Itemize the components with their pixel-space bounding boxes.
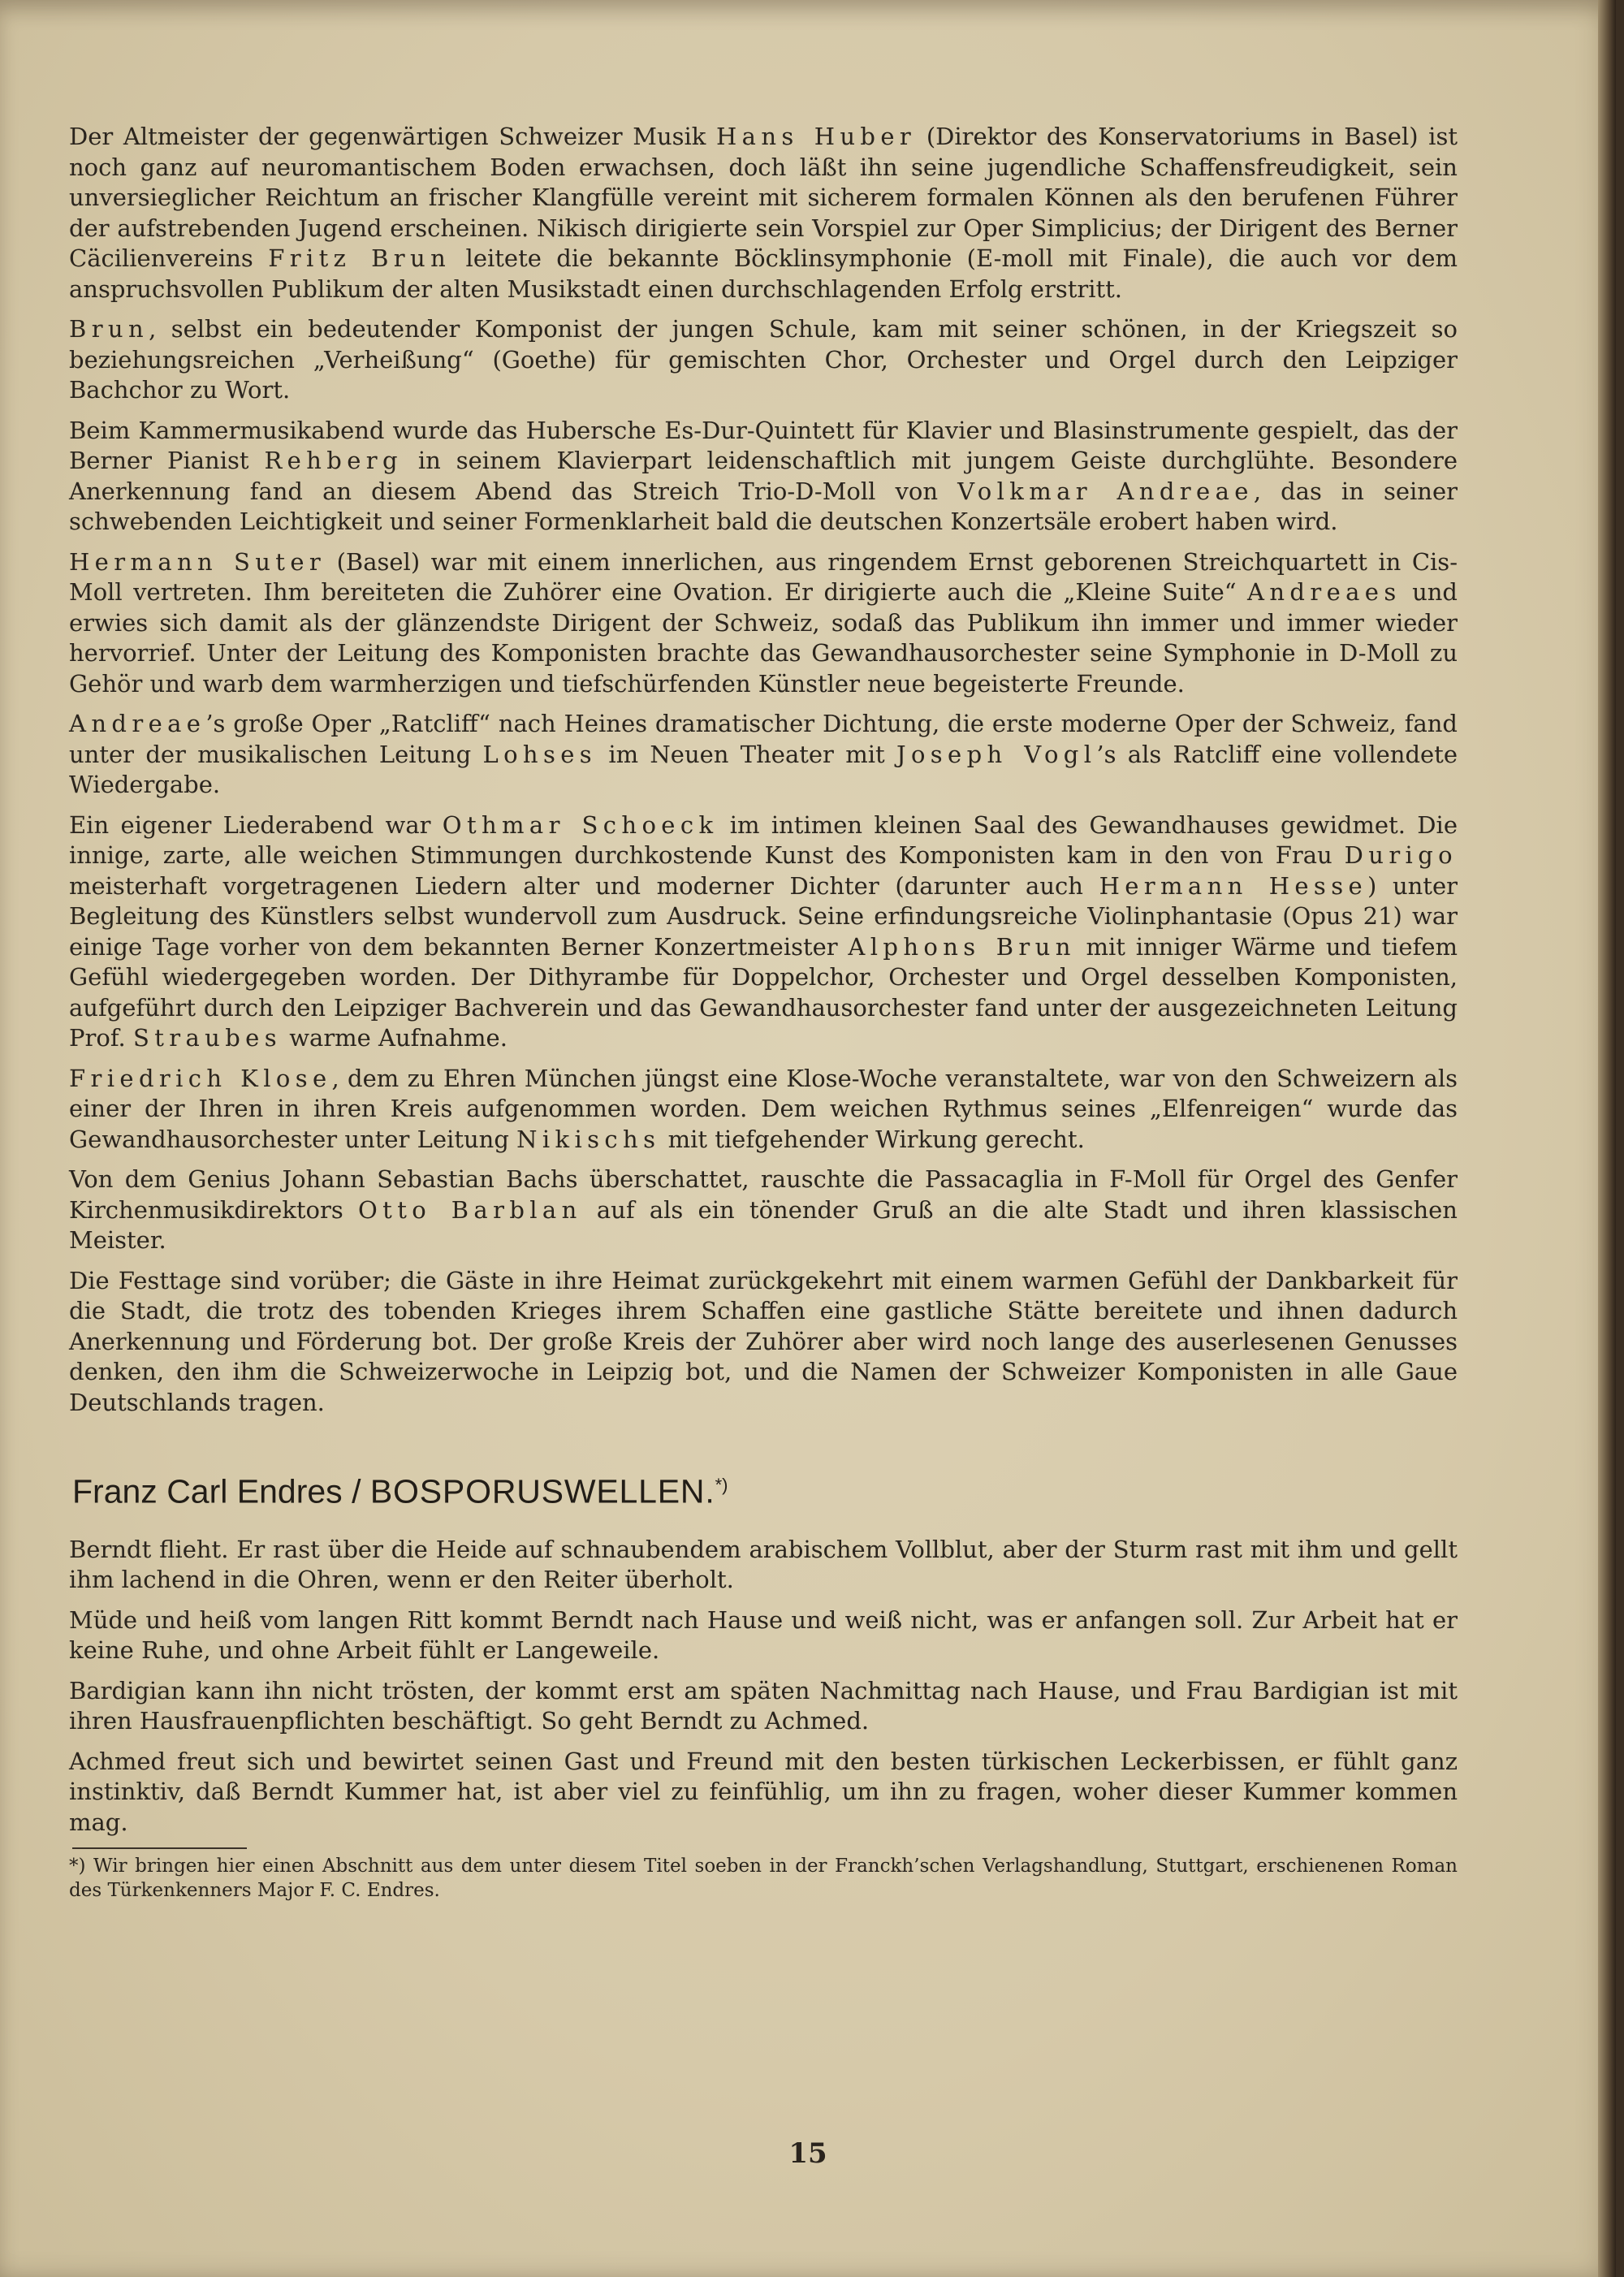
story-heading [72,1465,1458,1512]
paragraph-festtage: Die Festtage sind vorüber; die Gäste in ihre Heimat zurückgekehrt mit einem warmen Gefühl der Dankbarkeit für die Stadt, die trotz des tobenden Krieges ihrem Schaffen eine gastliche Stätte bereitete und ihnen dadurch Anerkennung und Förderung bot. Der große Kreis der Zuhörer aber wird noch lange des auserlesenen Genusses denken, den ihm die Schweizerwoche in Leipzig bot, und die Namen der Schweizer Komponisten in alle Gaue Deutschlands tragen. [69,1266,1458,1416]
spaced-name: Joseph Vogl [896,740,1097,768]
page-number: 15 [788,2137,827,2170]
spaced-name: Hermann Suter [69,547,326,576]
spaced-name: Brun [69,315,149,343]
article-body [69,122,1458,1912]
spaced-name: Fritz Brun [268,244,451,272]
story-paragraph: Müde und heiß vom langen Ritt kommt Berndt nach Hause und weiß nicht, was er anfangen soll. Zur Arbeit hat er keine Ruhe, und ohne Arbeit fühlt er Langeweile. [69,1605,1458,1665]
spaced-name: Nikischs [516,1125,661,1153]
story-author: Franz Carl Endres [72,1472,343,1510]
paragraph-suter: Hermann Suter (Basel) war mit einem innerlichen, aus ringendem Ernst geborenen Streichquartett in Cis-Moll vertreten. Ihm bereiteten die Zuhörer eine Ovation. Er dirigierte auch die „Kleine Suite“ Andreaes und erwies sich damit als der glänzendste Dirigent der Schweiz, sodaß das Publikum ihn immer und immer wieder hervorrief. Unter der Leitung des Komponisten brachte das Gewandhausorchester seine Symphonie in D-Moll zu Gehör und warb dem warmherzigen und tiefschürfenden Künstler neue begeisterte Freunde. [69,547,1458,698]
spaced-name: Andreaes [1247,578,1402,606]
footnote-rule [72,1847,247,1849]
spaced-name: Friedrich Klose [69,1064,332,1092]
paragraph-brun: Brun, selbst ein bedeutender Komponist der jungen Schule, kam mit seiner schönen, in der Kriegszeit so beziehungsreichen „Verheißung“ (Goethe) für gemischten Chor, Orchester und Orgel durch den Leipziger Bachchor zu Wort. [69,315,1458,404]
spaced-name: Hans Huber [716,123,917,150]
spaced-name: Alphons Brun [848,932,1076,961]
spaced-name: Andreae [69,710,206,737]
spaced-name: Lohses [482,740,598,768]
footnote: *) Wir bringen hier einen Abschnitt aus dem unter diesem Titel soeben in der Franckh’schen Verlagshandlung, Stuttgart, erschienenen Roman des Türkenkenners Major F. C. Endres. [69,1856,1458,1902]
paragraph-huber: Der Altmeister der gegenwärtigen Schweizer Musik Hans Huber (Direktor des Konservatoriums in Basel) ist noch ganz auf neuromantischem Boden erwachsen, doch läßt ihn seine jugendliche Schaffensfreudigkeit, sein unversieglicher Reichtum an frischer Klangfülle vereint mit sicherem formalen Können als den berufenen Führer der aufstrebenden Jugend erscheinen. Nikisch dirigierte sein Vorspiel zur Oper Simplicius; der Dirigent des Berner Cäcilienvereins Fritz Brun leitete die bekannte Böcklinsymphonie (E-moll mit Finale), die auch vor dem anspruchsvollen Publikum der alten Musikstadt einen durchschlagenden Erfolg erstritt. [69,123,1458,303]
spaced-name: Othmar Schoeck [442,810,719,839]
story-paragraph: Bardigian kann ihn nicht trösten, der kommt erst am späten Nachmittag nach Hause, und Frau Bardigian ist mit ihren Hausfrauenpflichten beschäftigt. So geht Berndt zu Achmed. [69,1676,1458,1735]
spaced-name: Volkmar Andreae [957,477,1254,505]
paragraph-klose: Friedrich Klose, dem zu Ehren München jüngst eine Klose-Woche veranstaltete, war von den Schweizern als einer der Ihren in ihren Kreis aufgenommen worden. Dem weichen Rythmus seines „Elfenreigen“ wurde das Gewandhausorchester unter Leitung Nikischs mit tiefgehender Wirkung gerecht. [69,1064,1458,1153]
story-paragraph: Achmed freut sich und bewirtet seinen Gast und Freund mit den besten türkischen Leckerbissen, er fühlt ganz instinktiv, daß Berndt Kummer hat, ist aber viel zu feinfühlig, um ihn zu fragen, woher dieser Kummer kommen mag. [69,1747,1458,1836]
heading-separator: / [352,1472,361,1510]
paragraph-barblan: Von dem Genius Johann Sebastian Bachs überschattet, rauschte die Passacaglia in F-Moll für Orgel des Genfer Kirchenmusikdirektors Otto Barblan auf als ein tönender Gruß an die alte Stadt und ihren klassischen Meister. [69,1165,1458,1254]
story-paragraph: Berndt flieht. Er rast über die Heide auf schnaubendem arabischem Vollblut, aber der Sturm rast mit ihm und gellt ihm lachend in die Ohren, wenn er den Reiter überholt. [69,1535,1458,1594]
spaced-name: Straubes [132,1024,282,1052]
book-spine [1598,0,1616,2277]
spaced-name: Hermann Hesse [1099,871,1367,900]
spaced-name: Otto Barblan [358,1195,582,1224]
spaced-name: Rehberg [264,447,403,474]
story-title: BOSPORUSWELLEN. [369,1472,715,1510]
spaced-name: Durigo [1344,841,1458,869]
footnote-marker: *) [715,1475,728,1495]
paragraph-kammermusik: Beim Kammermusikabend wurde das Hubersche Es-Dur-Quintett für Klavier und Blasinstrumente gespielt, das der Berner Pianist Rehberg in seinem Klavierpart leidenschaftlich mit jungem Geiste durchglühte. Besondere Anerkennung fand an diesem Abend das Streich Trio-D-Moll von Volkmar Andreae, das in seiner schwebenden Leichtigkeit und seiner Formenklarheit bald die deutschen Konzertsäle erobert haben wird. [69,416,1458,535]
paragraph-schoeck: Ein eigener Liederabend war Othmar Schoeck im intimen kleinen Saal des Gewandhauses gewidmet. Die innige, zarte, alle weichen Stimmungen durchkostende Kunst des Komponisten kam in den von Frau Durigo meisterhaft vorgetragenen Liedern alter und moderner Dichter (darunter auch Hermann Hesse) unter Begleitung des Künstlers selbst wundervoll zum Ausdruck. Seine erfindungsreiche Violinphantasie (Opus 21) war einige Tage vorher von dem bekannten Berner Konzertmeister Alphons Brun mit inniger Wärme und tiefem Gefühl wiedergegeben worden. Der Dithyrambe für Doppelchor, Orchester und Orgel desselben Komponisten, aufgeführt durch den Leipziger Bachverein und das Gewandhausorchester fand unter der ausgezeichneten Leitung Prof. Straubes warme Aufnahme. [69,810,1458,1052]
paragraph-ratcliff: Andreae’s große Oper „Ratcliff“ nach Heines dramatischer Dichtung, die erste moderne Oper der Schweiz, fand unter der musikalischen Leitung Lohses im Neuen Theater mit Joseph Vogl’s als Ratcliff eine vollendete Wiedergabe. [69,710,1458,798]
